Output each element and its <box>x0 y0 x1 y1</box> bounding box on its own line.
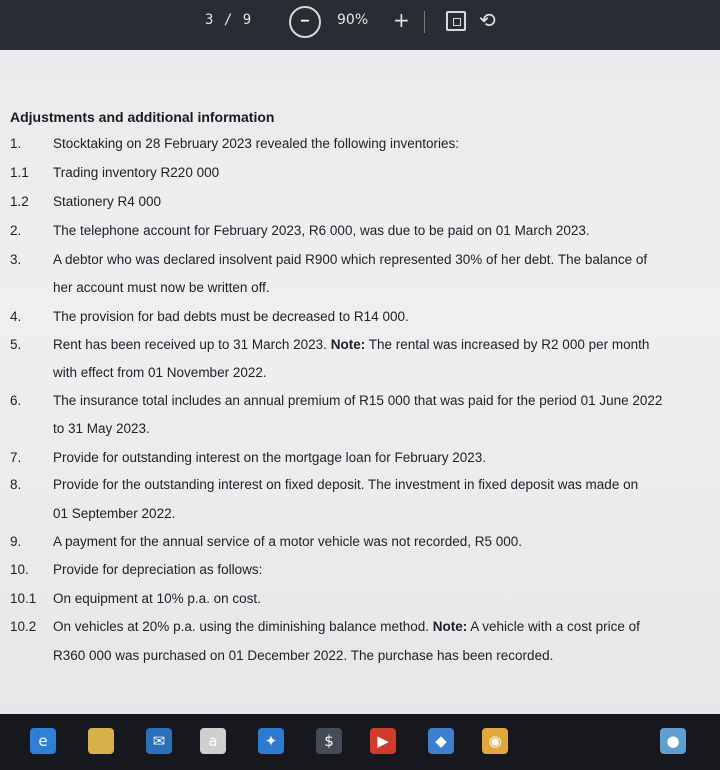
item-text: Provide for outstanding interest on the mortgage loan for February 2023. <box>53 450 487 465</box>
item-number: 2. <box>10 223 22 238</box>
note-label: Note: <box>432 619 468 634</box>
taskbar <box>0 714 720 770</box>
item-text: On vehicles at 20% p.a. using the diminishing balance method. Note: A vehicle with a cost price of <box>53 619 640 634</box>
section-heading: Adjustments and additional information <box>10 109 275 125</box>
zoom-out-button[interactable] <box>289 6 321 38</box>
item-text: Provide for the outstanding interest on fixed deposit. The investment in fixed deposit was made on <box>53 477 639 492</box>
item-text: Trading inventory R220 000 <box>53 165 220 180</box>
item-text: The provision for bad debts must be decreased to R14 000. <box>53 309 409 324</box>
rotate-icon[interactable]: ⟲ <box>479 8 496 32</box>
item-text: 01 September 2022. <box>53 506 176 521</box>
item-number: 10. <box>10 562 29 577</box>
video-icon[interactable]: ▶ <box>370 728 396 754</box>
item-number: 1.2 <box>10 194 29 209</box>
item-text: On equipment at 10% p.a. on cost. <box>53 591 261 606</box>
item-text: A payment for the annual service of a motor vehicle was not recorded, R5 000. <box>53 534 523 549</box>
fit-to-page-icon[interactable] <box>446 11 466 31</box>
item-number: 6. <box>10 393 22 408</box>
item-text: with effect from 01 November 2022. <box>53 365 267 380</box>
item-number: 7. <box>10 450 22 465</box>
user-app-icon[interactable]: ● <box>660 728 686 754</box>
ticker-icon[interactable]: $ <box>316 728 342 754</box>
item-text: Stocktaking on 28 February 2023 revealed the following inventories: <box>53 136 459 151</box>
note-label: Note: <box>330 337 366 352</box>
bird-app-icon[interactable]: ◆ <box>428 728 454 754</box>
item-number: 10.1 <box>10 591 37 606</box>
page-indicator[interactable]: 3 / 9 <box>205 12 253 28</box>
item-number: 10.2 <box>10 619 37 634</box>
item-text: Provide for depreciation as follows: <box>53 562 263 577</box>
pdf-toolbar <box>0 0 720 50</box>
item-text: Stationery R4 000 <box>53 194 162 209</box>
item-number: 4. <box>10 309 22 324</box>
item-text: R360 000 was purchased on 01 December 2022. The purchase has been recorded. <box>53 648 554 663</box>
item-text: Rent has been received up to 31 March 2023. Note: The rental was increased by R2 000 per month <box>53 337 650 352</box>
minus-icon: − <box>300 13 310 30</box>
item-number: 8. <box>10 477 22 492</box>
chrome-icon[interactable]: ◉ <box>482 728 508 754</box>
zoom-in-button[interactable]: + <box>393 8 410 32</box>
item-text: The telephone account for February 2023, R6 000, was due to be paid on 01 March 2023. <box>53 223 590 238</box>
mail-icon[interactable]: ✉ <box>146 728 172 754</box>
file-explorer-icon[interactable] <box>88 728 114 754</box>
item-text: The insurance total includes an annual premium of R15 000 that was paid for the period 01 June 2022 <box>53 393 663 408</box>
document-page <box>0 50 720 714</box>
dropbox-icon[interactable]: ✦ <box>258 728 284 754</box>
edge-icon[interactable]: e <box>30 728 56 754</box>
item-text: to 31 May 2023. <box>53 421 150 436</box>
amazon-icon[interactable]: a <box>200 728 226 754</box>
item-number: 1. <box>10 136 22 151</box>
item-number: 3. <box>10 252 22 267</box>
item-text: A debtor who was declared insolvent paid R900 which represented 30% of her debt. The balance of <box>53 252 648 267</box>
item-number: 1.1 <box>10 165 29 180</box>
item-text: her account must now be written off. <box>53 280 270 295</box>
zoom-level: 90% <box>337 12 369 28</box>
toolbar-divider <box>424 11 425 33</box>
item-number: 9. <box>10 534 22 549</box>
item-number: 5. <box>10 337 22 352</box>
